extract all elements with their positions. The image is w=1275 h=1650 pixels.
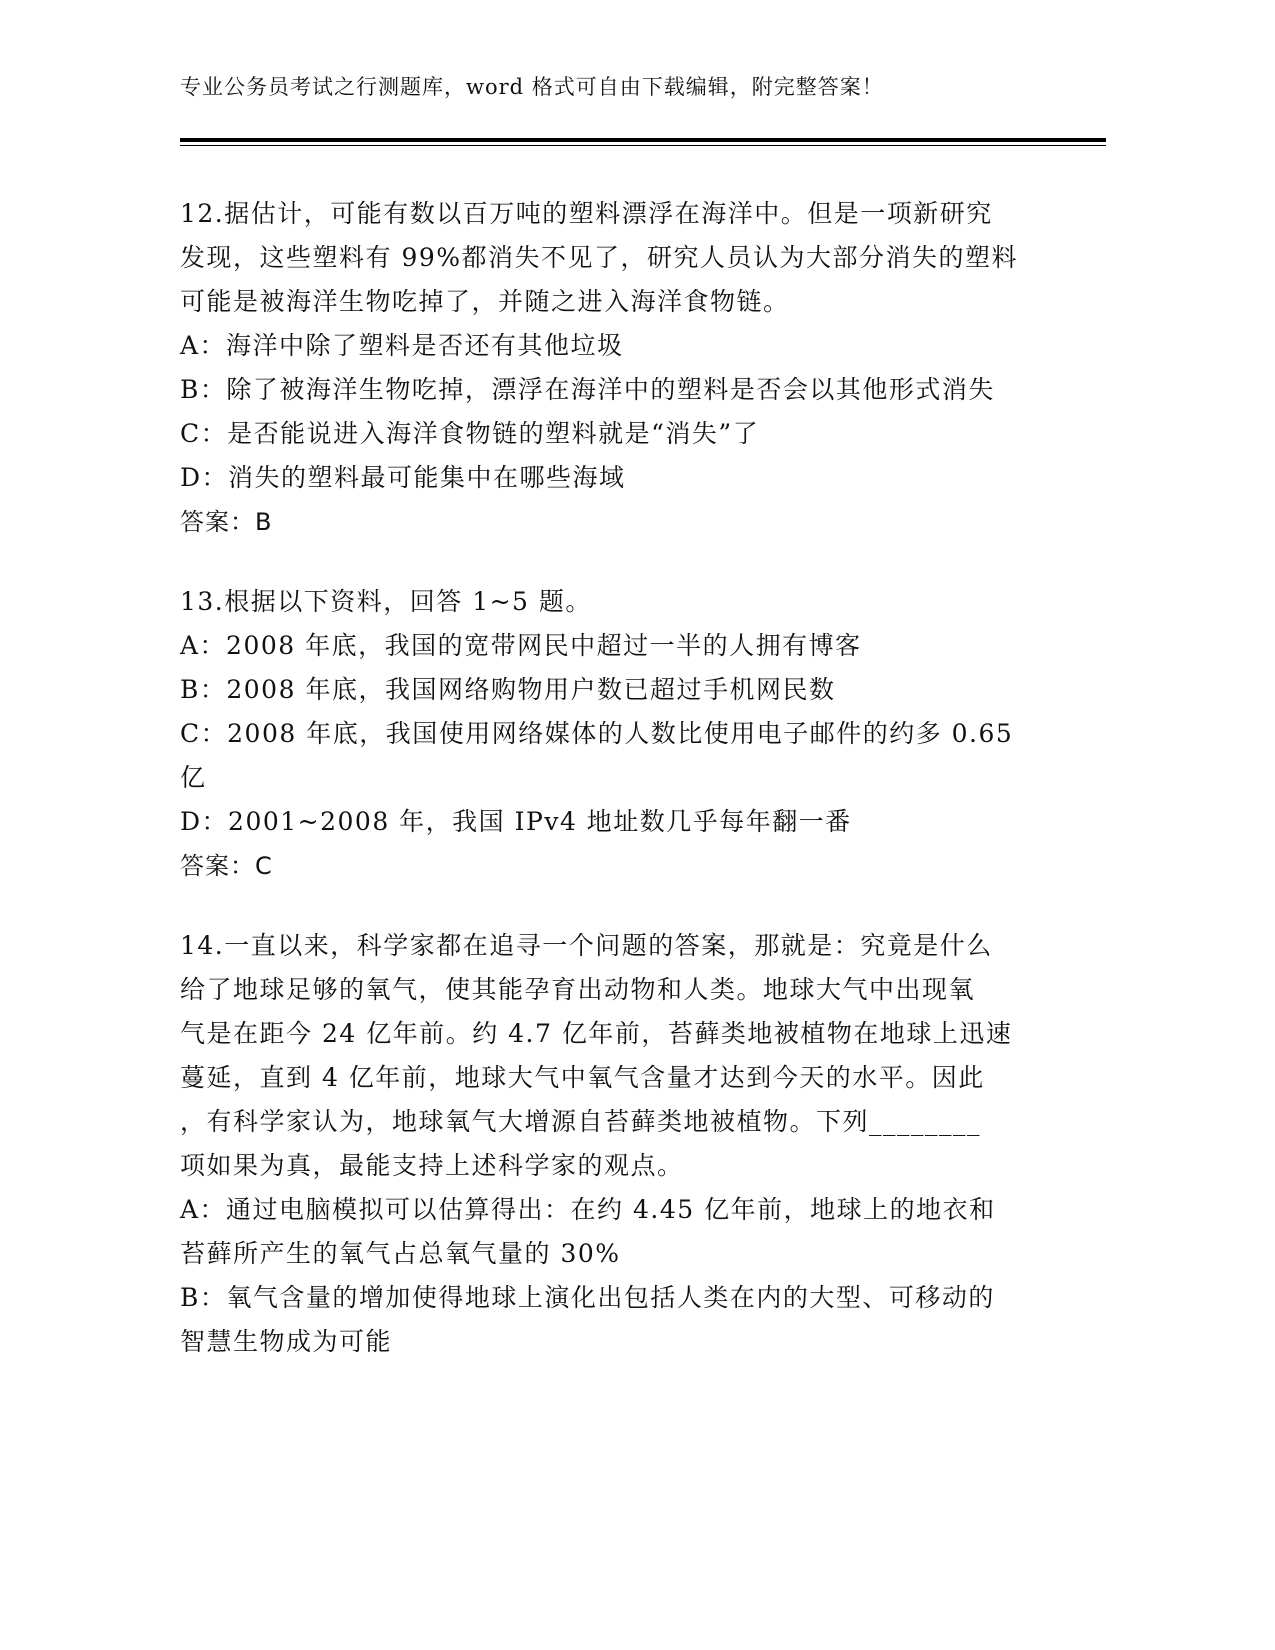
answer-option xyxy=(180,412,1080,456)
answer-option-line: C：2008 年底，我国使用网络媒体的人数比使用电子邮件的约多 0.65 xyxy=(180,719,1014,748)
answer-key: 答案：C xyxy=(180,852,273,880)
question-13 xyxy=(180,580,1080,888)
answer-option xyxy=(180,1188,1080,1276)
answer-option-line: A：通过电脑模拟可以估算得出：在约 4.45 亿年前，地球上的地衣和 xyxy=(180,1195,996,1224)
question-stem-line: 项如果为真，最能支持上述科学家的观点。 xyxy=(180,1151,684,1180)
answer-option-line: D：2001~2008 年，我国 IPv4 地址数几乎每年翻一番 xyxy=(180,807,852,836)
answer-option-line: 智慧生物成为可能 xyxy=(180,1327,393,1356)
question-stem-line: 发现，这些塑料有 99%都消失不见了，研究人员认为大部分消失的塑料 xyxy=(180,243,1019,272)
question-stem-line: 13.根据以下资料，回答 1~5 题。 xyxy=(180,587,592,616)
answer-option xyxy=(180,624,1080,668)
question-stem-line: 气是在距今 24 亿年前。约 4.7 亿年前，苔藓类地被植物在地球上迅速 xyxy=(180,1019,1013,1048)
answer-option-line: 苔藓所产生的氧气占总氧气量的 30% xyxy=(180,1239,621,1268)
question-12 xyxy=(180,192,1080,544)
question-stem-line: 12.据估计，可能有数以百万吨的塑料漂浮在海洋中。但是一项新研究 xyxy=(180,199,993,228)
question-stem-line: 可能是被海洋生物吃掉了，并随之进入海洋食物链。 xyxy=(180,287,790,316)
answer-option xyxy=(180,456,1080,500)
answer-option-line: B：除了被海洋生物吃掉，漂浮在海洋中的塑料是否会以其他形式消失 xyxy=(180,375,995,404)
answer-option xyxy=(180,712,1080,800)
answer-option-line: A：海洋中除了塑料是否还有其他垃圾 xyxy=(180,331,624,360)
answer-option-line: C：是否能说进入海洋食物链的塑料就是“消失”了 xyxy=(180,419,760,448)
answer-key: 答案：B xyxy=(180,508,273,536)
answer-option-line: D：消失的塑料最可能集中在哪些海域 xyxy=(180,463,626,492)
question-stem-line: ，有科学家认为，地球氧气大增源自苔藓类地被植物。下列________ xyxy=(180,1107,982,1136)
header-rule-thick xyxy=(180,138,1106,142)
answer-option-line: A：2008 年底，我国的宽带网民中超过一半的人拥有博客 xyxy=(180,631,862,660)
answer-option xyxy=(180,668,1080,712)
answer-option xyxy=(180,1276,1080,1364)
answer-option-line: B：2008 年底，我国网络购物用户数已超过手机网民数 xyxy=(180,675,836,704)
question-list xyxy=(180,192,1080,1400)
answer-option xyxy=(180,800,1080,844)
answer-option-line: 亿 xyxy=(180,763,207,792)
page-header: 专业公务员考试之行测题库，word 格式可自由下载编辑，附完整答案！ xyxy=(180,75,884,99)
header-rule-thin xyxy=(180,145,1106,146)
answer-option xyxy=(180,324,1080,368)
question-stem-line: 14.一直以来，科学家都在追寻一个问题的答案，那就是：究竟是什么 xyxy=(180,931,993,960)
answer-option-line: B：氧气含量的增加使得地球上演化出包括人类在内的大型、可移动的 xyxy=(180,1283,995,1312)
question-stem-line: 蔓延，直到 4 亿年前，地球大气中氧气含量才达到今天的水平。因此 xyxy=(180,1063,985,1092)
question-14 xyxy=(180,924,1080,1364)
answer-option xyxy=(180,368,1080,412)
question-stem-line: 给了地球足够的氧气，使其能孕育出动物和人类。地球大气中出现氧 xyxy=(180,975,976,1004)
